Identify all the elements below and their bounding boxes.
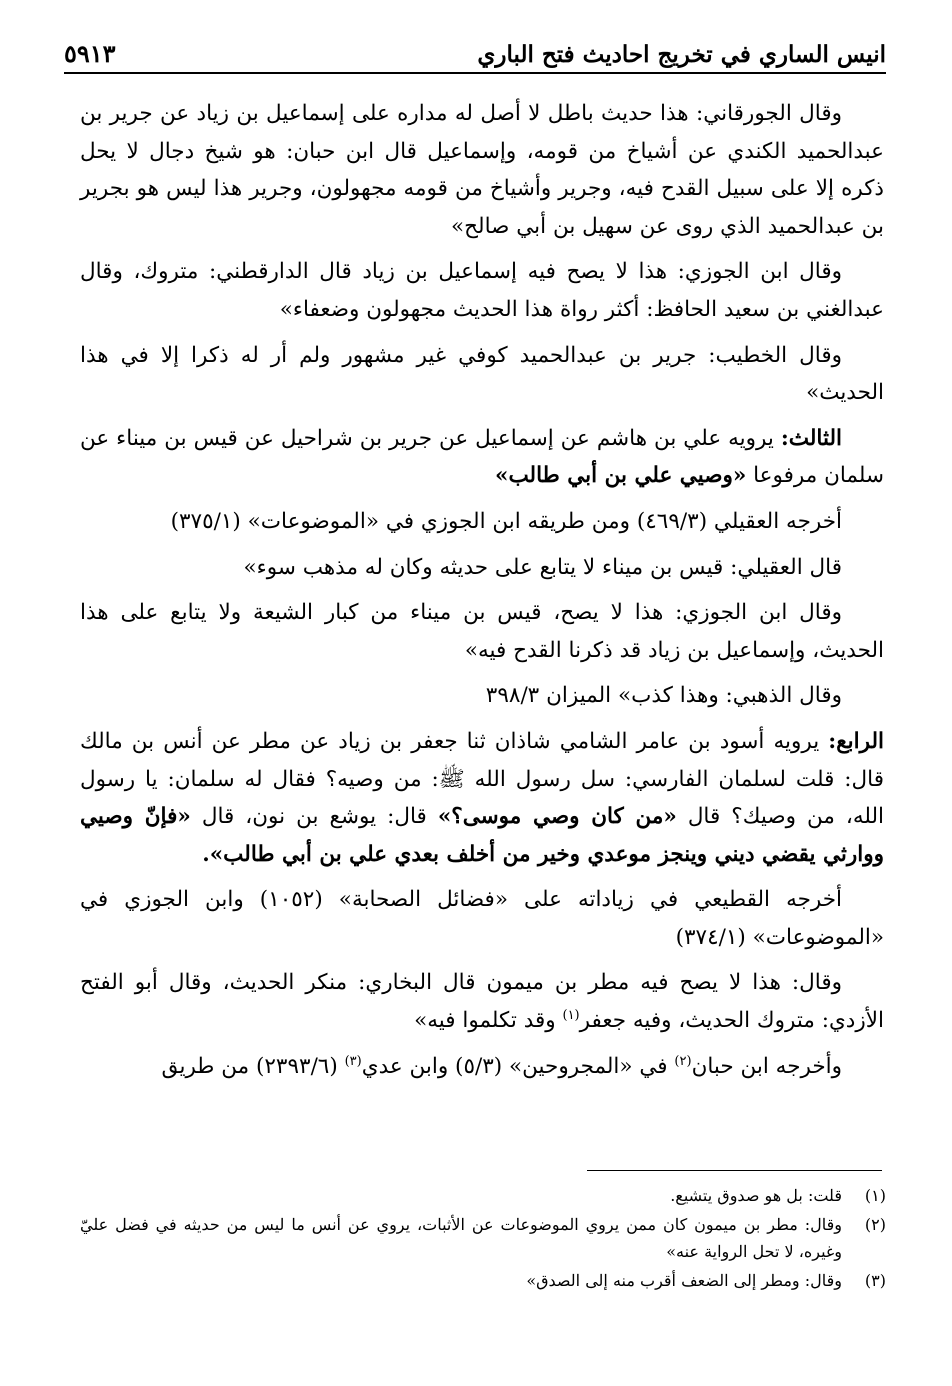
section-lead: الثالث: [780,425,842,451]
paragraph: الثالث: يرويه علي بن هاشم عن إسماعيل عن جرير بن شراحيل عن قيس بن ميناء عن سلمان مرفوعا «وصيي علي بن أبي طالب» [80,425,884,489]
paragraph: قال العقيلي: قيس بن ميناء لا يتابع على حديثه وكان له مذهب سوء» [243,554,842,580]
section-lead: الرابع: [828,728,884,754]
paragraph: وأخرجه ابن حبان$^{(٢)}$ في «المجروحين» (٥/٣) وابن عدي$^{(٣)}$ (٢٣٩٣/٦) من طريق [161,1053,842,1079]
paragraph: الرابع: يرويه أسود بن عامر الشامي شاذان ثنا جعفر بن زياد عن مطر عن أنس بن مالك قال: قلت لسلمان الفارسي: سل رسول الله ﷺ: من وصيه؟ فقال له سلمان: يا رسول الله، من وصيك؟ قال «من كان وصي موسى؟» قال: يوشع بن نون، قال «فإنّ وصيي ووارثي يقضي ديني وينجز موعدي وخير من أخلف بعدي علي بن أبي طالب». [80,728,885,867]
paragraph: أخرجه القطيعي في زياداته على «فضائل الصحابة» (١٠٥٢) وابن الجوزي في «الموضوعات» (٣٧٤/١) [80,887,884,950]
running-title: انيس الساري في تخريج احاديث فتح الباري [477,41,886,68]
page-number: ٥٩١٣ [64,39,116,68]
footnote-divider [587,1170,882,1171]
paragraph: أخرجه العقيلي (٤٦٩/٣) ومن طريقه ابن الجوزي في «الموضوعات» (٣٧٥/١) [170,508,842,534]
footnote-text: وقال: ومطر إلى الضعف أقرب منه إلى الصدق» [526,1271,842,1290]
paragraph: وقال ابن الجوزي: هذا لا يصح، قيس بن ميناء من كبار الشيعة ولا يتابع على هذا الحديث، وإسماعيل بن زياد قد ذكرنا القدح فيه» [80,600,884,663]
paragraph: وقال الجورقاني: هذا حديث باطل لا أصل له مداره على إسماعيل بن زياد عن جرير بن عبدالحميد الكندي عن أشياخ من قومه، وإسماعيل قال ابن حبان: هو شيخ دجال لا يحل ذكره إلا على سبيل القدح فيه، وجرير وأشياخ من قومه مجهولون، وجرير هذا ليس هو بجرير بن عبدالحميد الذي روى عن سهيل بن أبي صالح» [80,101,884,239]
paragraph: وقال ابن الجوزي: هذا لا يصح فيه إسماعيل بن زياد قال الدارقطني: متروك، وقال عبدالغني بن سعيد الحافظ: أكثر رواة هذا الحديث مجهولون وضعفاء» [80,259,884,322]
paragraph: وقال الخطيب: جرير بن عبدالحميد كوفي غير مشهور ولم أر له ذكرا إلا في هذا الحديث» [80,342,884,406]
footnotes [80,1182,886,1296]
footnote [80,1211,886,1265]
footnote-number: (٣) [864,1271,886,1290]
footnote [80,1267,886,1294]
footnote-ref[interactable]: (٣) [344,1053,362,1069]
main-text [80,95,884,1093]
paragraph: وقال: هذا لا يصح فيه مطر بن ميمون قال البخاري: منكر الحديث، وقال أبو الفتح الأزدي: متروك الحديث، وفيه جعفر$^{(١)}$ وقد تكلموا فيه» [80,970,884,1034]
footnote-ref[interactable]: (٢) [674,1053,692,1069]
footnote-text: قلت: بل هو صدوق يتشيع. [670,1186,842,1205]
footnote-ref[interactable]: (١) [562,1007,580,1023]
footnote [80,1182,886,1209]
footnote-number: (١) [864,1186,886,1205]
footnote-text: وقال: مطر بن ميمون كان ممن يروي الموضوعات عن الأثبات، يروي عن أنس ما ليس من حديثه في فضل عليّ وغيره، لا تحل الرواية عنه» [80,1215,842,1261]
running-header [64,28,886,74]
footnote-number: (٢) [864,1215,886,1234]
paragraph: وقال الذهبي: وهذا كذب» الميزان ٣٩٨/٣ [485,683,842,709]
